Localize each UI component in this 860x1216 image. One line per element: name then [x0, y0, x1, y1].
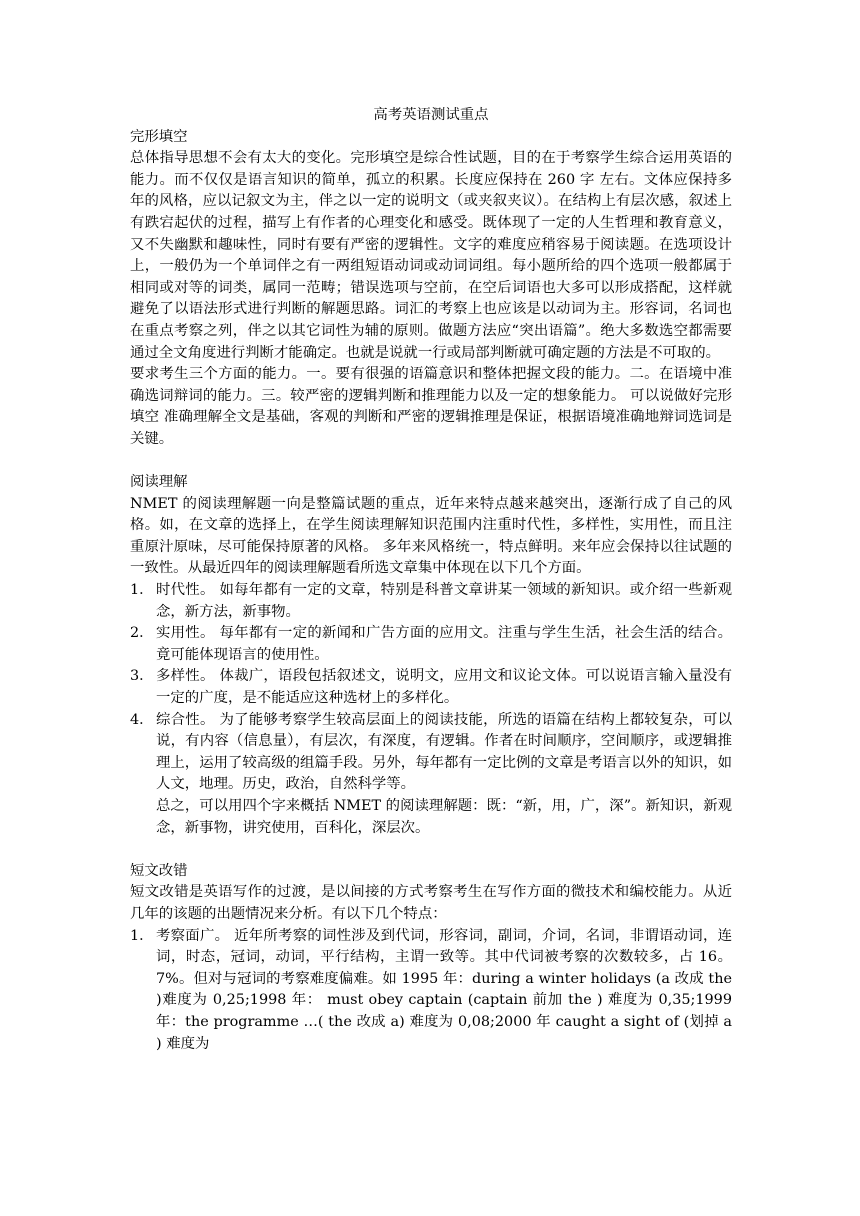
- section-heading-correction: 短文改错: [130, 862, 188, 879]
- list-item-number: 1．: [130, 582, 154, 599]
- section-cloze: [130, 127, 732, 451]
- reading-intro: NMET 的阅读理解题一向是整篇试题的重点，近年来特点越来越突出，逐渐行成了自己的风格。如，在文章的选择上，在学生阅读理解知识范围内注重时代性，多样性，实用性，而且注重原汁原味，尽可能保持原著的风格。 多年来风格统一，特点鲜明。来年应会保持以往试题的一致性。从最近四年的阅读理解题看所选文章集中体现在以下几个方面。: [130, 495, 732, 577]
- cloze-paragraph-2: 要求考生三个方面的能力。一。要有很强的语篇意识和整体把握文段的能力。二。在语境中准确选词辩词的能力。三。较严密的逻辑判断和推理能力以及一定的想象能力。 可以说做好完形填空 准确理解全文是基础，客观的判断和严密的逻辑推理是保证，根据语境准确地辩词选词是关键。: [130, 366, 732, 447]
- list-item-number: 3．: [130, 668, 154, 685]
- list-item-text: 综合性。 为了能够考察学生较高层面上的阅读技能，所选的语篇在结构上都较复杂，可以说，有内容（信息量），有层次，有深度，有逻辑。作者在时间顺序，空间顺序，或逻辑推理上，运用了较高级的组篇手段。另外，每年都有一定比例的文章是考语言以外的知识，如人文，地理。历史，政治，自然科学等。: [156, 711, 732, 793]
- spacer: [130, 451, 732, 473]
- section-correction: [130, 861, 732, 1055]
- document-title: 高考英语测试重点: [373, 107, 489, 123]
- section-heading-cloze: 完形填空: [130, 128, 188, 145]
- list-item: [130, 623, 732, 666]
- list-item-number: 1．: [130, 927, 154, 944]
- list-item-text: 实用性。 每年都有一定的新闻和广告方面的应用文。注重与学生生活，社会生活的结合。竟可能体现语言的使用性。: [156, 625, 732, 663]
- list-item-text: 多样性。 体裁广，语段包括叙述文，说明文，应用文和议论文体。可以说语言输入量没有一定的广度，是不能适应这种选材上的多样化。: [156, 668, 732, 707]
- list-item-text: 考察面广。 近年所考察的词性涉及到代词，形容词，副词，介词，名词，非谓语动词，连词，时态，冠词，动词，平行结构，主谓一致等。其中代词被考察的次数较多，占 16。7%。但对与冠词的考察难度偏难。如 1995 年：during a winter holidays (a 改成 the )难度为 0,25;1998 年： must obey captain (captain 前加 the ) 难度为 0,35;1999 年：the programme …( the 改成 a) 难度为 0,08;2000 年 caught a sight of (划掉 a ) 难度为: [156, 927, 732, 1052]
- list-item: [130, 710, 732, 796]
- section-reading: [130, 472, 732, 839]
- list-item-number: 2．: [130, 625, 154, 642]
- list-item: [130, 666, 732, 709]
- reading-summary: 总之，可以用四个字来概括 NMET 的阅读理解题：既：“新，用，广，深”。新知识，新观念，新事物，讲究使用，百科化，深层次。: [156, 798, 732, 836]
- list-item-number: 4．: [130, 711, 154, 728]
- section-heading-reading: 阅读理解: [130, 474, 188, 491]
- spacer: [130, 839, 732, 861]
- correction-intro: 短文改错是英语写作的过渡，是以间接的方式考察考生在写作方面的微技术和编校能力。从近几年的该题的出题情况来分析。有以下几个特点：: [130, 884, 732, 922]
- cloze-paragraph-1: 总体指导思想不会有太大的变化。完形填空是综合性试题，目的在于考察学生综合运用英语的能力。而不仅仅是语言知识的简单，孤立的积累。长度应保持在 260 字 左右。文体应保持多年的风格，应以记叙文为主，伴之以一定的说明文（或夹叙夹议）。在结构上有层次感，叙述上有跌宕起伏的过程，描写上有作者的心理变化和感受。既体现了一定的人生哲理和教育意义，又不失幽默和趣味性，同时有要有严密的逻辑性。文字的难度应稍容易于阅读题。在选项设计上，一般仍为一个单词伴之有一两组短语动词或动词词组。每小题所给的四个选项一般都属于相同或对等的词类，属同一范畴；错误选项与空前，在空后词语也大多可以形成搭配，这样就避免了以语法形式进行判断的解题思路。词汇的考察上也应该是以动词为主。形容词，名词也在重点考察之列，伴之以其它词性为辅的原则。做题方法应“突出语篇”。绝大多数选空都需要通过全文角度进行判断才能确定。也就是说就一行或局部判断就可确定题的方法是不可取的。: [130, 150, 732, 361]
- list-item-text: 时代性。 如每年都有一定的文章，特别是科普文章讲某一领域的新知识。或介绍一些新观念，新方法，新事物。: [156, 582, 732, 620]
- list-item: [130, 580, 732, 623]
- list-item: [130, 926, 732, 1056]
